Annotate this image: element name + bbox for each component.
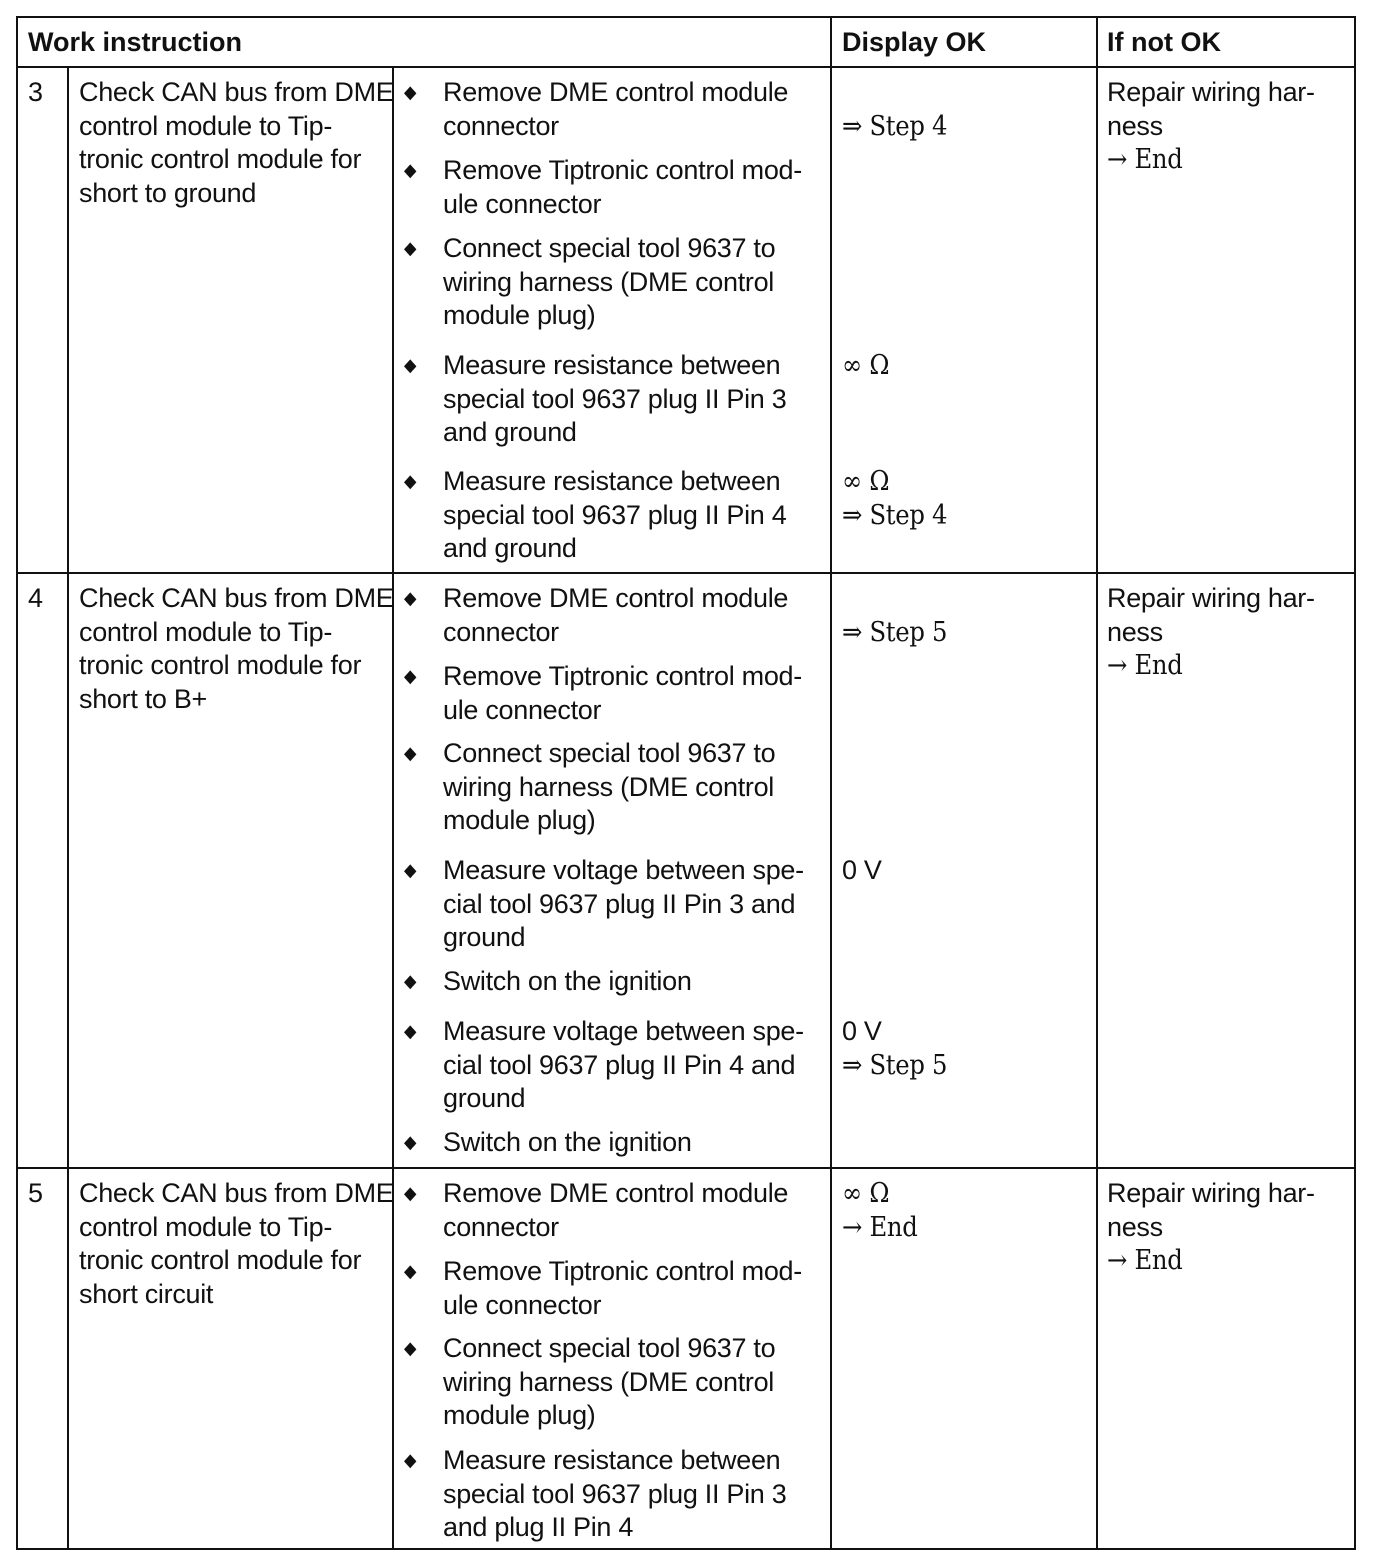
action-line: Measure voltage between spe-: [443, 855, 804, 885]
description-line: tronic control module for: [79, 650, 362, 680]
if-not-ok-line: → End: [1107, 144, 1183, 175]
description-line: tronic control module for: [79, 1245, 362, 1275]
action-line: Connect special tool 9637 to: [443, 233, 776, 263]
bullet-icon: ◆: [404, 1183, 417, 1203]
bullet-icon: ◆: [404, 666, 417, 686]
action-line: connector: [443, 110, 559, 141]
bullet-icon: ◆: [404, 971, 417, 991]
action-line: special tool 9637 plug II Pin 4: [443, 499, 787, 530]
action-line: Switch on the ignition: [443, 1127, 692, 1157]
description-line: control module to Tip-: [79, 616, 333, 647]
bullet-icon: ◆: [404, 1338, 417, 1358]
if-not-ok-line: Repair wiring har-: [1107, 583, 1315, 613]
action-line: Switch on the ignition: [443, 966, 692, 996]
bullet-icon: ◆: [404, 1132, 417, 1152]
action-line: ule connector: [443, 1289, 602, 1320]
action-line: wiring harness (DME control: [443, 266, 775, 297]
if-not-ok-line: → End: [1107, 1245, 1183, 1276]
display-ok-value: ⇒ Step 5: [842, 616, 948, 648]
description-line: control module to Tip-: [79, 110, 333, 141]
bullet-icon: ◆: [404, 1450, 417, 1470]
header-divider: [18, 66, 1354, 68]
action-line: cial tool 9637 plug II Pin 3 and: [443, 888, 796, 919]
action-line: Remove DME control module: [443, 77, 789, 107]
if-not-ok-line: Repair wiring har-: [1107, 77, 1315, 107]
action-line: and ground: [443, 533, 577, 563]
row-divider-4-5: [18, 1167, 1354, 1169]
bullet-icon: ◆: [404, 355, 417, 375]
if-not-ok-line: Repair wiring har-: [1107, 1178, 1315, 1208]
bullet-icon: ◆: [404, 1261, 417, 1281]
display-ok-value: ⇒ Step 4: [842, 499, 948, 531]
description-line: tronic control module for: [79, 144, 362, 174]
if-not-ok-line: ness: [1107, 616, 1163, 647]
step-number: 3: [28, 77, 43, 107]
row-divider-3-4: [18, 572, 1354, 574]
action-line: Remove Tiptronic control mod-: [443, 661, 802, 691]
display-ok-value: → End: [842, 1211, 918, 1243]
if-not-ok-line: ness: [1107, 1211, 1163, 1242]
action-line: connector: [443, 616, 559, 647]
header-work-instruction: Work instruction: [28, 27, 243, 57]
action-line: special tool 9637 plug II Pin 3: [443, 1478, 787, 1509]
col-divider-desc: [392, 68, 394, 1548]
header-display-ok: Display OK: [842, 27, 987, 57]
work-instruction-table: [16, 16, 1356, 1550]
display-ok-value: 0 V: [842, 1016, 882, 1046]
action-line: Measure resistance between: [443, 1445, 781, 1475]
action-line: module plug): [443, 300, 596, 330]
description-line: Check CAN bus from DME: [79, 77, 394, 107]
description-line: short circuit: [79, 1278, 214, 1309]
action-line: ground: [443, 1083, 526, 1113]
bullet-icon: ◆: [404, 471, 417, 491]
col-divider-ifnotok: [1096, 18, 1098, 1548]
display-ok-value: ∞ Ω: [842, 466, 890, 497]
action-line: Connect special tool 9637 to: [443, 1333, 776, 1363]
display-ok-value: ⇒ Step 4: [842, 110, 948, 142]
col-divider-step: [67, 68, 69, 1548]
display-ok-value: ∞ Ω: [842, 350, 890, 381]
action-line: Remove Tiptronic control mod-: [443, 155, 802, 185]
step-number: 5: [28, 1178, 43, 1208]
action-line: Remove DME control module: [443, 1178, 789, 1208]
if-not-ok-line: ness: [1107, 110, 1163, 141]
action-line: wiring harness (DME control: [443, 1366, 775, 1397]
header-if-not-ok: If not OK: [1107, 27, 1221, 57]
action-line: and ground: [443, 417, 577, 447]
bullet-icon: ◆: [404, 160, 417, 180]
bullet-icon: ◆: [404, 588, 417, 608]
step-number: 4: [28, 583, 43, 613]
if-not-ok-line: → End: [1107, 650, 1183, 681]
display-ok-value: 0 V: [842, 855, 882, 885]
action-line: connector: [443, 1211, 559, 1242]
description-line: short to B+: [79, 683, 208, 714]
action-line: special tool 9637 plug II Pin 3: [443, 383, 787, 414]
bullet-icon: ◆: [404, 860, 417, 880]
description-line: short to ground: [79, 177, 257, 208]
col-divider-header-span: [830, 18, 832, 1548]
action-line: Measure voltage between spe-: [443, 1016, 804, 1046]
bullet-icon: ◆: [404, 1021, 417, 1041]
bullet-icon: ◆: [404, 238, 417, 258]
action-line: Measure resistance between: [443, 466, 781, 496]
action-line: Measure resistance between: [443, 350, 781, 380]
action-line: module plug): [443, 1400, 596, 1430]
action-line: Remove DME control module: [443, 583, 789, 613]
action-line: Connect special tool 9637 to: [443, 738, 776, 768]
action-line: wiring harness (DME control: [443, 771, 775, 802]
description-line: Check CAN bus from DME: [79, 583, 394, 613]
action-line: module plug): [443, 805, 596, 835]
display-ok-value: ∞ Ω: [842, 1178, 890, 1209]
bullet-icon: ◆: [404, 743, 417, 763]
action-line: ule connector: [443, 188, 602, 219]
description-line: Check CAN bus from DME: [79, 1178, 394, 1208]
action-line: and plug II Pin 4: [443, 1512, 634, 1542]
bullet-icon: ◆: [404, 82, 417, 102]
description-line: control module to Tip-: [79, 1211, 333, 1242]
action-line: Remove Tiptronic control mod-: [443, 1256, 802, 1286]
display-ok-value: ⇒ Step 5: [842, 1049, 948, 1081]
action-line: cial tool 9637 plug II Pin 4 and: [443, 1049, 796, 1080]
action-line: ule connector: [443, 694, 602, 725]
action-line: ground: [443, 922, 526, 952]
